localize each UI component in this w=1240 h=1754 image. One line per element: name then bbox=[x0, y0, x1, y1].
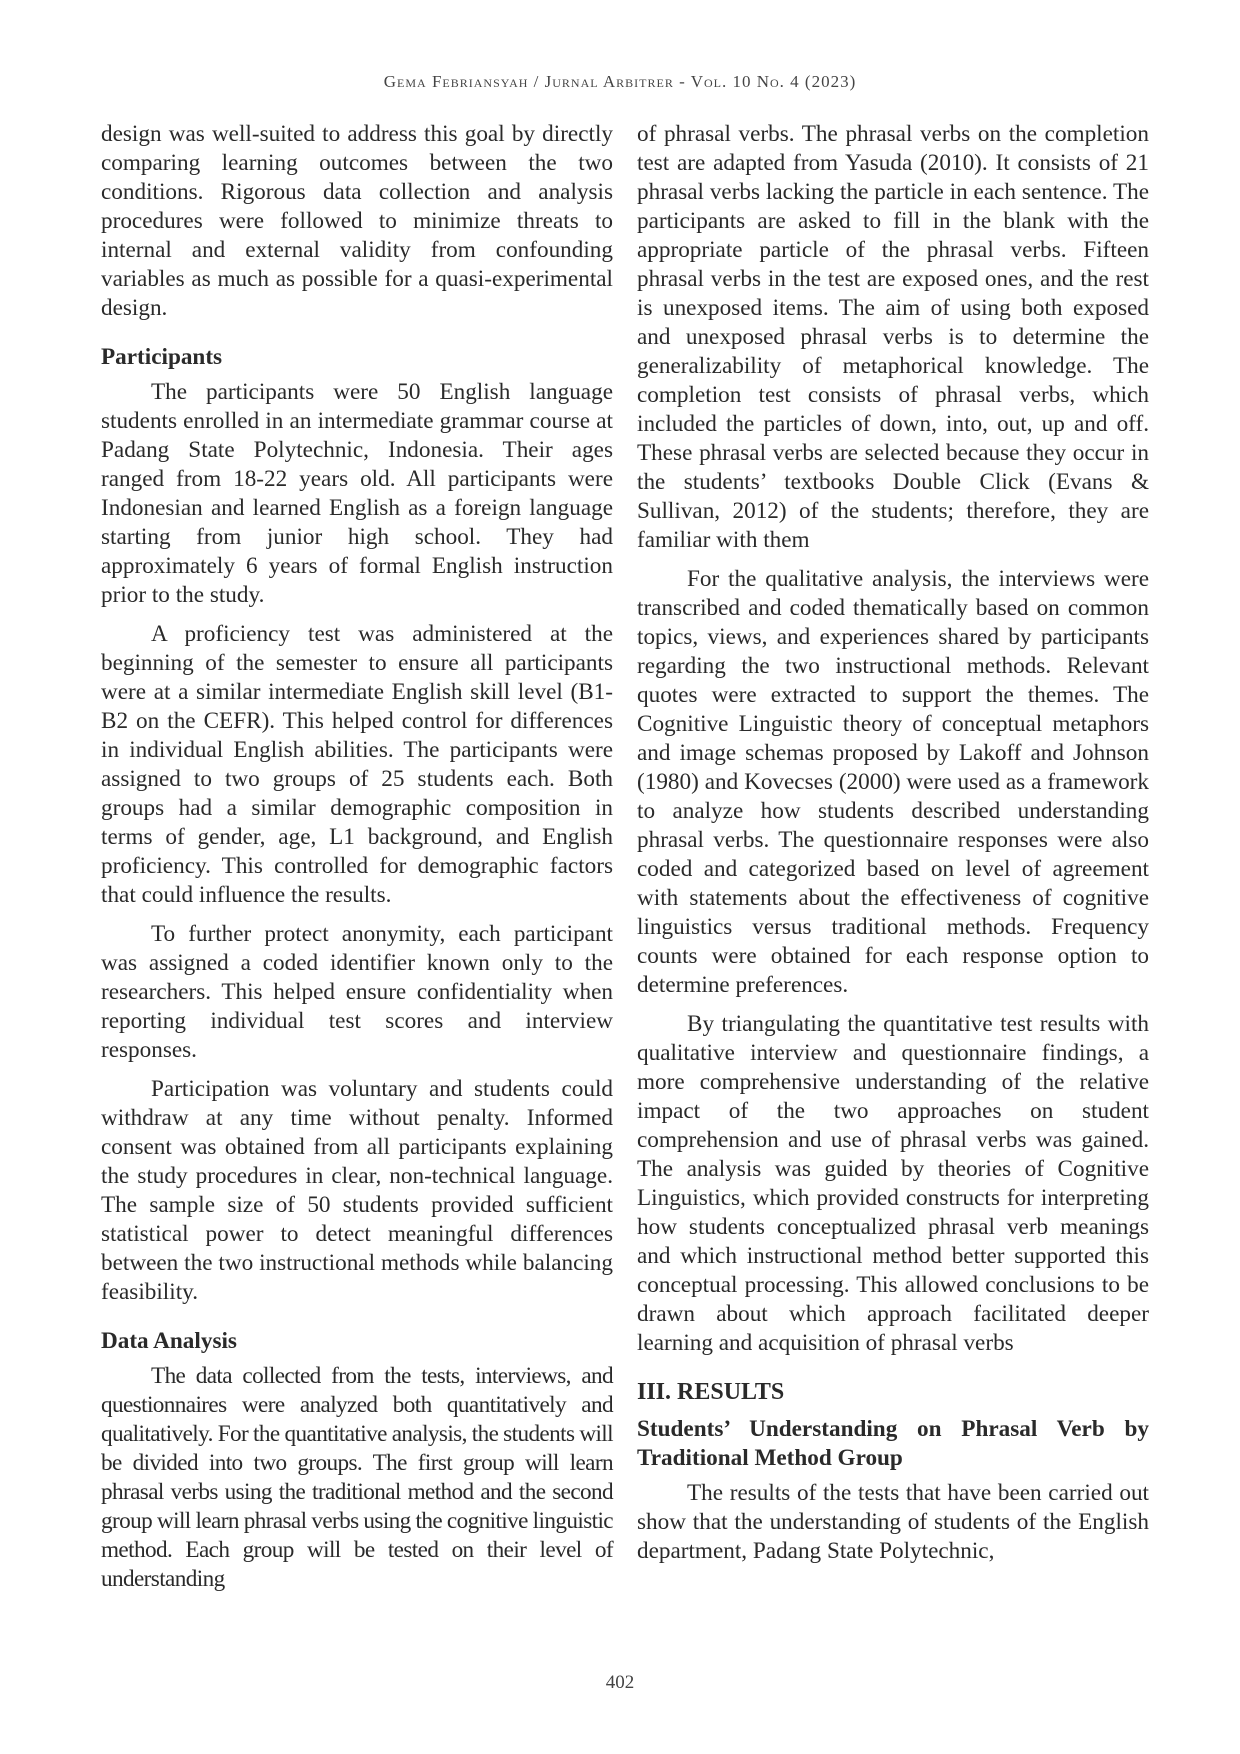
page-number: 402 bbox=[605, 1672, 635, 1693]
running-head: Gema Febriansyah / Jurnal Arbitrer - Vol. 10 No. 4 (2023) bbox=[383, 72, 857, 91]
subsection-heading: Students’ Understanding on Phrasal Verb by Traditional Method Group bbox=[637, 1416, 1149, 1471]
paragraph: The results of the tests that have been carried out show that the understanding of students of the English department, Padang State Polytechnic, bbox=[637, 1480, 1149, 1564]
paragraph: Participation was voluntary and students could withdraw at any time without penalty. Informed consent was obtained from all participants explaining the study procedures in clear, non-technical language. The sample size of 50 students provided sufficient statistical power to detect meaningful differences between the two instructional methods while balancing feasibility. bbox=[101, 1076, 613, 1305]
paragraph: By triangulating the quantitative test results with qualitative interview and questionnaire findings, a more comprehensive understanding of the relative impact of the two approaches on student comprehension and use of phrasal verbs was gained. The analysis was guided by theories of Cognitive Linguistics, which provided constructs for interpreting how students conceptualized phrasal verb meanings and which instructional method better supported this conceptual processing. This allowed conclusions to be drawn about which approach facilitated deeper learning and acquisition of phrasal verbs bbox=[637, 1011, 1149, 1356]
section-heading-results: III. RESULTS bbox=[637, 1379, 785, 1405]
paragraph: To further protect anonymity, each participant was assigned a coded identifier known only to the researchers. This helped ensure confidentiality when reporting individual test scores and interview responses. bbox=[101, 921, 613, 1063]
paragraph: of phrasal verbs. The phrasal verbs on the completion test are adapted from Yasuda (2010). It consists of 21 phrasal verbs lacking the particle in each sentence. The participants are asked to fill in the blank with the appropriate particle of the phrasal verbs. Fifteen phrasal verbs in the test are exposed ones, and the rest is unexposed items. The aim of using both exposed and unexposed phrasal verbs is to determine the generalizability of metaphorical knowledge. The completion test consists of phrasal verbs, which included the particles of down, into, out, up and off. These phrasal verbs are selected because they occur in the students’ textbooks Double Click (Evans & Sullivan, 2012) of the students; therefore, they are familiar with them bbox=[637, 121, 1149, 553]
section-heading-data-analysis: Data Analysis bbox=[101, 1328, 237, 1354]
paragraph: design was well-suited to address this goal by directly comparing learning outcomes between the two conditions. Rigorous data collection and analysis procedures were followed to minimize threats to internal and external validity from confounding variables as much as possible for a quasi-experimental design. bbox=[101, 121, 613, 321]
paragraph: A proficiency test was administered at the beginning of the semester to ensure all participants were at a similar intermediate English skill level (B1-B2 on the CEFR). This helped control for differences in individual English abilities. The participants were assigned to two groups of 25 students each. Both groups had a similar demographic composition in terms of gender, age, L1 background, and English proficiency. This controlled for demographic factors that could influence the results. bbox=[101, 621, 613, 908]
paragraph: The data collected from the tests, interviews, and questionnaires were analyzed both quantitatively and qualitatively. For the quantitative analysis, the students will be divided into two groups. The first group will learn phrasal verbs using the traditional method and the second group will learn phrasal verbs using the cognitive linguistic method. Each group will be tested on their level of understanding bbox=[101, 1363, 613, 1592]
paragraph: For the qualitative analysis, the interviews were transcribed and coded thematically based on common topics, views, and experiences shared by participants regarding the two instructional methods. Relevant quotes were extracted to support the themes. The Cognitive Linguistic theory of conceptual metaphors and image schemas proposed by Lakoff and Johnson (1980) and Kovecses (2000) were used as a framework to analyze how students described understanding phrasal verbs. The questionnaire responses were also coded and categorized based on level of agreement with statements about the effectiveness of cognitive linguistics versus traditional methods. Frequency counts were obtained for each response option to determine preferences. bbox=[637, 566, 1149, 998]
paragraph: The participants were 50 English language students enrolled in an intermediate grammar course at Padang State Polytechnic, Indonesia. Their ages ranged from 18-22 years old. All participants were Indonesian and learned English as a foreign language starting from junior high school. They had approximately 6 years of formal English instruction prior to the study. bbox=[101, 379, 613, 608]
right-column bbox=[637, 120, 1149, 1566]
left-column bbox=[101, 120, 613, 1594]
section-heading-participants: Participants bbox=[101, 344, 223, 370]
